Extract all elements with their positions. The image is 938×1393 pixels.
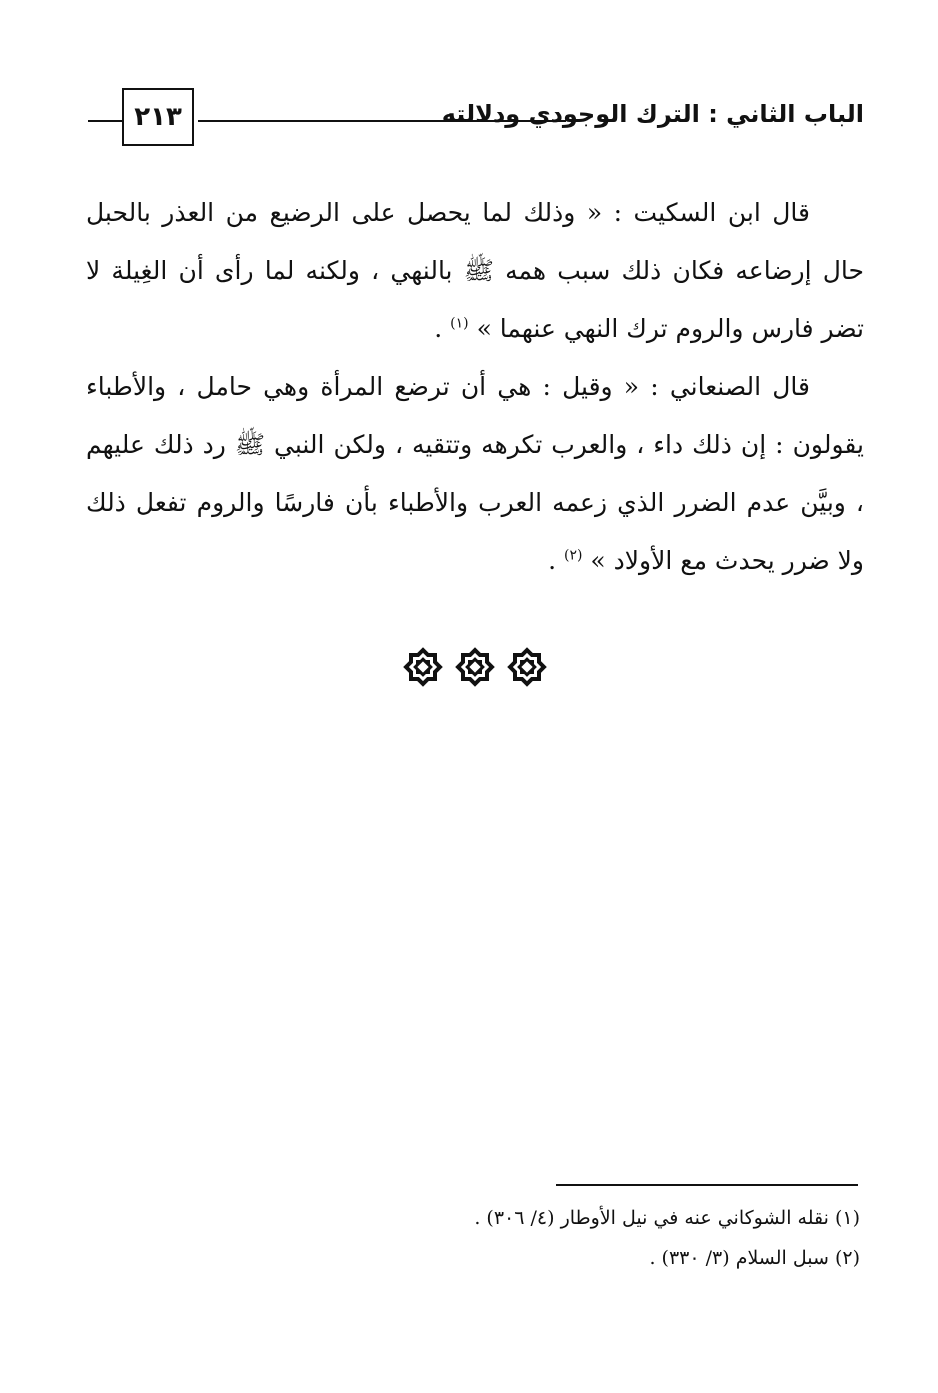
footnotes (160, 1198, 860, 1278)
paragraph-tail: . (434, 314, 451, 343)
paragraph-tail: . (548, 546, 564, 575)
eight-point-star-ornament-icon (400, 644, 446, 690)
paragraph-ibn-al-sikkit (86, 184, 864, 358)
eight-point-star-ornament-icon (504, 644, 550, 690)
header-rule-left (88, 120, 122, 122)
page-number: ٢١٣ (122, 88, 194, 146)
footnote-ref-1[interactable]: (١) (450, 315, 469, 332)
footnote-ref-2[interactable]: (٢) (564, 547, 583, 564)
footnote-1: (١) نقله الشوكاني عنه في نيل الأوطار (٤/ ٣٠٦) . (474, 1207, 860, 1229)
eight-point-star-ornament-icon (452, 644, 498, 690)
running-header (88, 88, 864, 152)
section-ornament (400, 644, 550, 690)
body-text (86, 184, 864, 590)
footnote-separator (556, 1184, 858, 1186)
chapter-title: الباب الثاني : الترك الوجودي ودلالته (441, 100, 864, 128)
paragraph-text: قال ابن السكيت : « وذلك لما يحصل على الرضيع من العذر بالحبل حال إرضاعه فكان ذلك سبب همه ﷺ بالنهي ، ولكنه لما رأى أن الغِيلة لا تضر فارس والروم ترك النهي عنهما » (86, 198, 864, 343)
paragraph-al-sanani (86, 358, 864, 590)
paragraph-text: قال الصنعاني : « وقيل : هي أن ترضع المرأة وهي حامل ، والأطباء يقولون : إن ذلك داء ، والعرب تكرهه وتتقيه ، ولكن النبي ﷺ رد ذلك عليهم ، وبيَّن عدم الضرر الذي زعمه العرب والأطباء بأن فارسًا والروم تفعل ذلك ولا ضرر يحدث مع الأولاد » (86, 372, 864, 575)
footnote-2: (٢) سبل السلام (٣/ ٣٣٠) . (649, 1247, 860, 1269)
